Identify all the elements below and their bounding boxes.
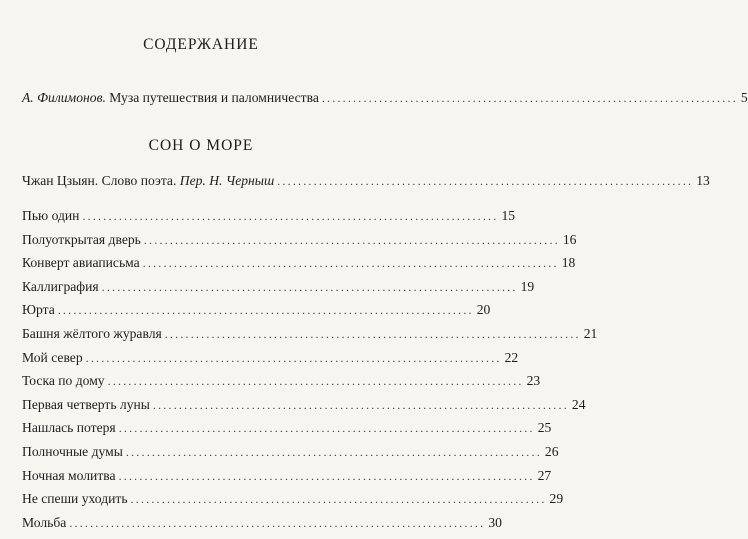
entry-title: Мольба — [22, 514, 67, 530]
entry-page-number: 18 — [561, 255, 576, 271]
entry-title: Башня жёлтого журавля — [22, 326, 162, 341]
toc-entry — [22, 490, 564, 508]
toc-entry — [22, 372, 541, 390]
entry-title — [22, 172, 274, 190]
toc-entry — [22, 443, 559, 461]
dot-leader: ................................................................................ — [118, 421, 535, 436]
dot-leader: ................................................................................ — [321, 91, 738, 105]
dot-leader: ................................................................................ — [69, 515, 486, 530]
entry-title: Тоска по дому — [22, 373, 105, 389]
entry-translator: Пер. Н. Черныш — [179, 173, 275, 188]
entry-title: Каллиграфия — [22, 278, 99, 294]
dot-leader: ................................................................................ — [143, 232, 560, 247]
entry-page-number: 23 — [526, 373, 541, 389]
dot-leader: ................................................................................ — [101, 279, 518, 294]
toc-entry — [22, 514, 502, 532]
toc-entry — [22, 325, 598, 343]
entry-title: Нашлась потеря — [22, 420, 116, 436]
toc-entry — [22, 396, 586, 414]
toc-entry — [22, 207, 516, 225]
entry-page-number: 25 — [537, 420, 552, 436]
entry-title: Полуоткрытая дверь — [22, 231, 141, 247]
entry-page-number: 29 — [549, 491, 564, 507]
entry-page-number: 16 — [562, 231, 577, 247]
dot-leader: ................................................................................ — [130, 492, 547, 507]
entry-author: А. Филимонов. — [22, 90, 106, 105]
toc-entry-intro — [22, 89, 748, 107]
entry-page-number: 21 — [583, 326, 598, 341]
toc-entry — [22, 349, 519, 367]
toc-entry — [22, 301, 491, 319]
entry-title-text: Муза путешествия и паломничества — [105, 90, 319, 105]
entry-page-number: 22 — [504, 349, 519, 365]
entry-page-number: 26 — [544, 444, 559, 459]
entry-title: Не спеши уходить — [22, 491, 128, 507]
dot-leader: ................................................................................ — [164, 327, 581, 341]
entry-title: Мой север — [22, 349, 83, 365]
entry-page-number: 15 — [501, 208, 516, 223]
toc-entry — [22, 419, 552, 437]
entry-page-number: 24 — [571, 396, 586, 412]
entry-page-number: 5 — [740, 90, 748, 105]
entry-page-number: 13 — [696, 173, 710, 188]
entry-title: Конверт авиаписьма — [22, 255, 140, 271]
dot-leader: ................................................................................ — [85, 350, 502, 365]
dot-leader: ................................................................................ — [125, 445, 542, 459]
entry-title: Первая четверть луны — [22, 396, 150, 412]
entry-page-number: 27 — [537, 467, 552, 483]
entry-title: Полночные думы — [22, 444, 123, 459]
dot-leader: ................................................................................ — [118, 468, 535, 483]
contents-heading: СОДЕРЖАНИЕ — [143, 36, 259, 53]
dot-leader: ................................................................................ — [57, 303, 474, 318]
section-heading: СОН О МОРЕ — [148, 137, 254, 154]
entry-title: Пью один — [22, 208, 80, 223]
entry-title — [22, 89, 319, 107]
toc-entry — [22, 278, 535, 296]
toc-entry — [22, 254, 576, 272]
entry-page-number: 20 — [476, 302, 491, 318]
dot-leader: ................................................................................ — [82, 209, 499, 223]
toc-entry — [22, 231, 577, 249]
dot-leader: ................................................................................ — [142, 256, 559, 271]
entry-page-number: 30 — [488, 514, 502, 530]
entry-page-number: 19 — [520, 278, 535, 294]
entry-title: Ночная молитва — [22, 467, 116, 483]
toc-entry — [22, 467, 552, 485]
dot-leader: ................................................................................ — [152, 397, 569, 412]
toc-entry-preface — [22, 172, 710, 190]
entry-title: Юрта — [22, 302, 55, 318]
entry-title-text: Чжан Цзыян. Слово поэта. — [22, 173, 180, 188]
dot-leader: ................................................................................ — [277, 174, 694, 188]
dot-leader: ................................................................................ — [107, 374, 524, 389]
